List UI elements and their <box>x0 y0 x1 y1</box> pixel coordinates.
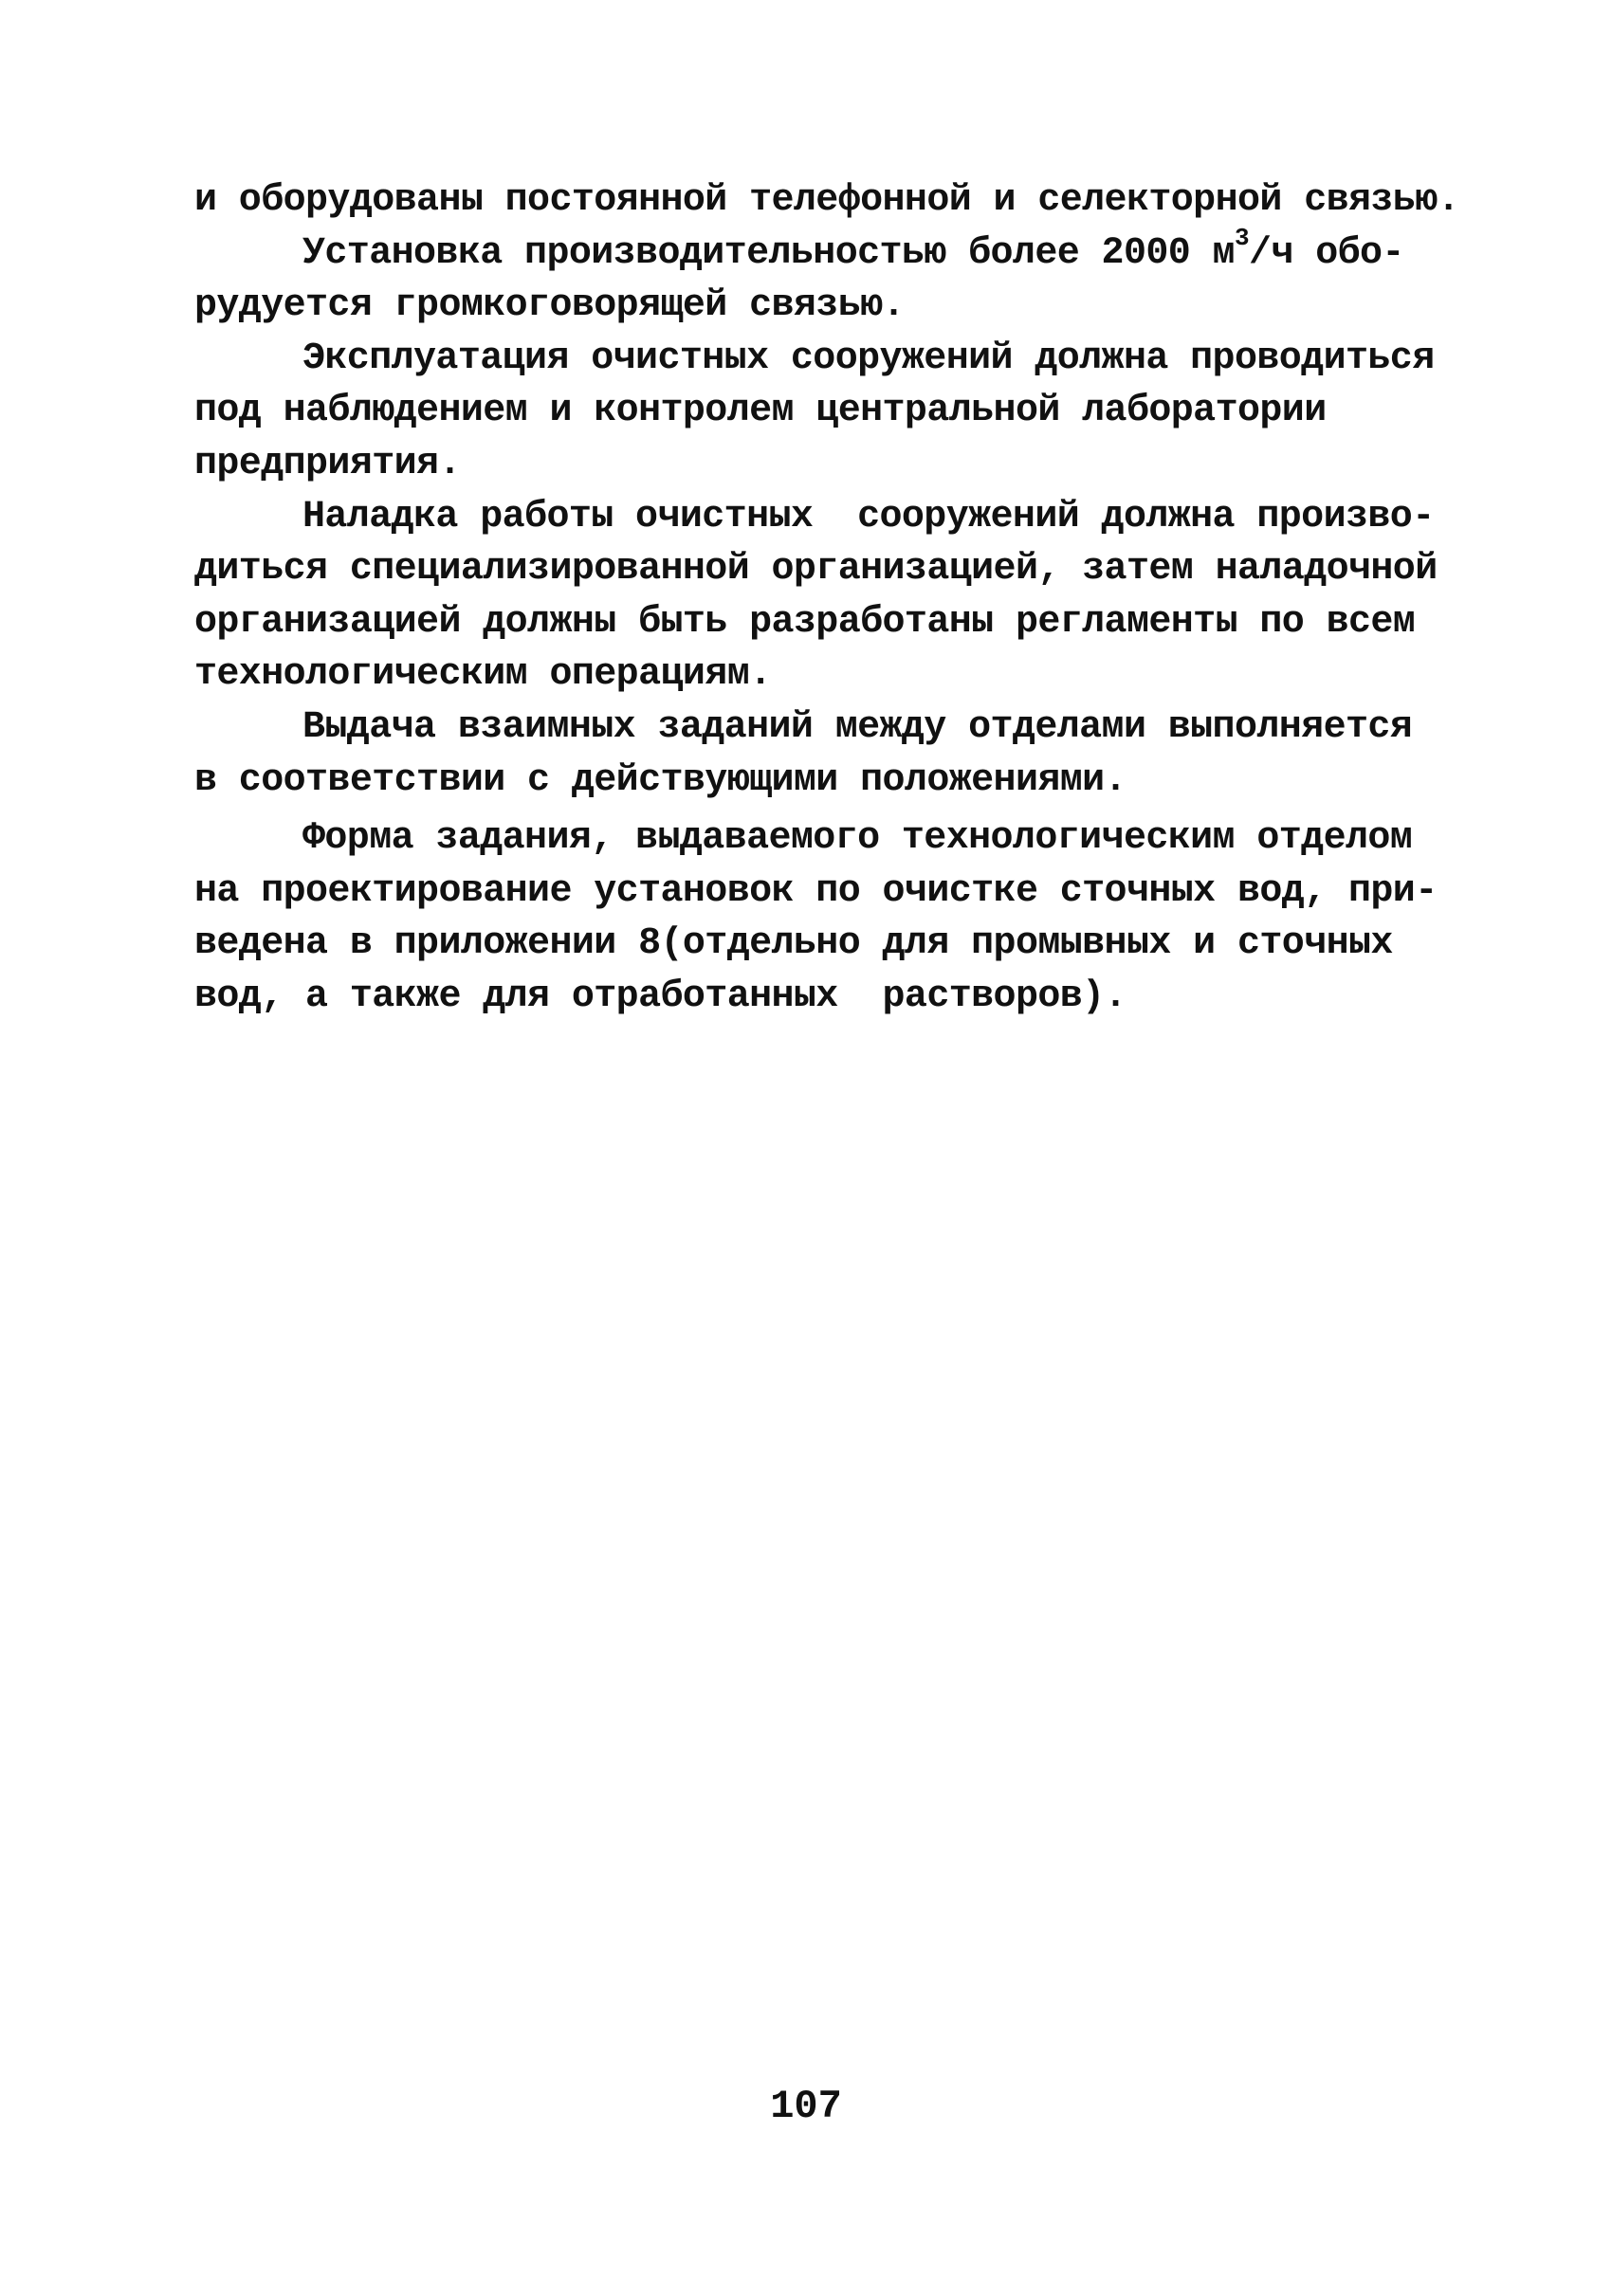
text-line: организацией должны быть разработаны регламенты по всем <box>194 600 1416 644</box>
text-fragment: /ч обо- <box>1248 231 1404 275</box>
superscript: 3 <box>1234 224 1249 253</box>
text-line: Наладка работы очистных сооружений должна произво- <box>302 495 1435 538</box>
text-line: Выдача взаимных заданий между отделами выполняется <box>302 705 1413 749</box>
text-line: ведена в приложении 8(отдельно для промывных и сточных <box>194 922 1393 966</box>
text-line: под наблюдением и контролем центральной лаборатории <box>194 390 1327 433</box>
text-line: предприятия. <box>194 442 461 485</box>
text-line: диться специализированной организацией, затем наладочной <box>194 548 1438 592</box>
text-line: вод, а также для отработанных растворов). <box>194 975 1127 1018</box>
text-line: Эксплуатация очистных сооружений должна проводиться <box>302 337 1435 380</box>
text-line: и оборудованы постоянной телефонной и селекторной связью. <box>194 179 1460 222</box>
text-fragment: Установка производительностью более 2000 м <box>302 231 1235 275</box>
body-text <box>194 174 1522 1024</box>
page-number: 107 <box>770 2084 842 2129</box>
text-line: рудуется громкоговорящей связью. <box>194 284 905 328</box>
text-line: технологическим операциям. <box>194 653 772 697</box>
text-line: в соответствии с действующими положениями. <box>194 758 1127 802</box>
text-line: Форма задания, выдаваемого технологическим отделом <box>302 817 1413 861</box>
text-line: на проектирование установок по очистке сточных вод, при- <box>194 869 1438 913</box>
text-line <box>194 224 1522 281</box>
